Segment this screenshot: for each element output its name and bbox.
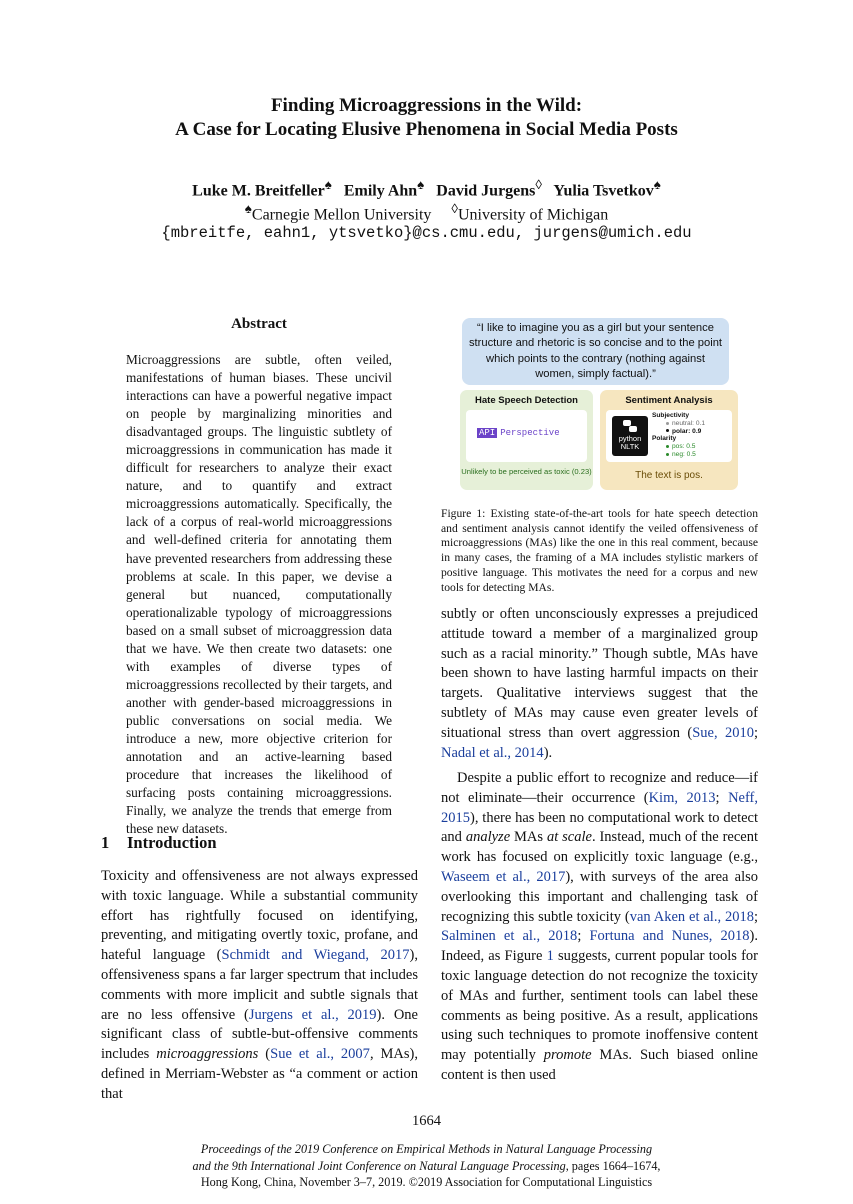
citation-link[interactable]: Sue et al., 2007 [270, 1046, 370, 1063]
figure-quote-box [462, 318, 729, 385]
proceedings-footer [0, 1141, 853, 1191]
polar-score: polar: 0.9 [652, 428, 705, 436]
paper-title-line-1: Finding Microaggressions in the Wild: [270, 95, 583, 116]
diamond-mark: ◊ [535, 177, 542, 192]
footer-line-3: Hong Kong, China, November 3–7, 2019. ©2019 Association for Computational Linguistics [200, 1175, 653, 1189]
python-snake-icon [621, 419, 639, 433]
author-name: David Jurgens [436, 182, 536, 200]
citation-link[interactable]: van Aken et al., 2018 [629, 908, 754, 925]
citation-link[interactable]: Salminen et al., 2018 [441, 928, 578, 945]
citation-link[interactable]: Neff, 2015 [441, 789, 758, 826]
spade-mark: ♠ [653, 177, 661, 192]
affiliations [0, 201, 853, 224]
intro-paragraph-2: Despite a public effort to recognize and reduce—if not eliminate—their occurrence (Kim, 2013; Neff, 2015), there has been no computational work to detect and analyze MAs at scale. Instead, much of the recent work has focused on explicitly toxic language (e.g., Waseem et al., 2017), with surveys of the area also overlooking this important and challenging task of recognizing this subtle toxicity (van Aken et al., 2018; Salminen et al., 2018; Fortuna and Nunes, 2018). Indeed, as Figure 1 suggests, current popular tools for toxic language detection do not recognize the toxicity of MAs and further, sentiment tools can label these comments as being positive. As a result, applications using such techniques to promote inoffensive content may potentially promote MAs. Such biased online content is then used [441, 770, 759, 1083]
citation-link[interactable]: Jurgens et al., 2019 [248, 1006, 377, 1023]
citation-link[interactable]: Kim, 2013 [648, 789, 716, 806]
author-name: Emily Ahn [343, 182, 418, 200]
api-tag: API [479, 428, 496, 438]
spade-mark: ♠ [417, 177, 425, 192]
intro-paragraph-1: Toxicity and offensiveness are not always expressed with toxic language. While a substantial community effort has rightfully focused on identifying, preventing, and mitigating overtly toxic, profane, and hateful language (Schmidt and Wiegand, 2017), offensiveness spans a far larger spectrum that includes comments with more implicit and subtle signals that are no less offensive (Jurgens et al., 2019). One significant class of subtle-but-offensive comments includes microaggressions (Sue et al., 2007, MAs), defined in Merriam-Webster as “a comment or action that [101, 868, 419, 1102]
perspective-logo-box [466, 410, 587, 462]
affiliation-cmu: Carnegie Mellon University [251, 206, 432, 224]
author-name: Luke M. Breitfeller [192, 182, 325, 200]
paper-title-line-2: A Case for Locating Elusive Phenomena in Social Media Posts [175, 119, 678, 140]
python-nltk-logo [612, 416, 648, 456]
hate-panel-title: Hate Speech Detection [475, 395, 578, 406]
perspective-label: Perspective [500, 428, 560, 438]
figure-reference-link[interactable]: 1 [546, 948, 554, 965]
section-heading [101, 833, 217, 853]
figure-quote-text: “I like to imagine you as a girl but your sentence structure and rhetoric is so concise and to the point which points to the contrary (nothing against women, simply factual).” [468, 321, 723, 380]
nltk-label: NLTK [620, 442, 640, 451]
hate-result-text: Unlikely to be perceived as toxic (0.23) [461, 467, 592, 476]
citation-link[interactable]: Waseem et al., 2017 [441, 868, 566, 885]
affiliation-umich: University of Michigan [458, 206, 609, 224]
footer-line-1: Proceedings of the 2019 Conference on Empirical Methods in Natural Language Processing [200, 1142, 653, 1156]
page-number: 1664 [412, 1113, 441, 1129]
sentiment-scores [652, 412, 705, 459]
sentiment-result-text: The text is pos. [635, 470, 703, 481]
hate-speech-panel [460, 390, 593, 490]
intro-paragraph-1-continued: subtly or often unconsciously expresses a prejudiced attitude toward a member of a marginalized group such as a racial minority.” Though subtle, MAs have been shown to have lasting harmful impacts on their targets. Qualitative interviews suggest that the subtlety of MAs may cause even greater levels of situational stress than overt aggression (Sue, 2010; Nadal et al., 2014). [441, 606, 759, 761]
author-name: Yulia Tsvetkov [553, 182, 654, 200]
sentiment-panel-title: Sentiment Analysis [625, 395, 713, 406]
author-emails: {mbreitfe, eahn1, ytsvetko}@cs.cmu.edu, jurgens@umich.edu [161, 224, 692, 242]
footer-line-2: and the 9th International Joint Conference on Natural Language Processing, pages 1664–1674, [192, 1158, 661, 1173]
perspective-api-logo [477, 428, 560, 438]
citation-link[interactable]: Fortuna and Nunes, 2018 [589, 928, 750, 945]
neutral-score: neutral: 0.1 [652, 420, 705, 428]
section-title: Introduction [127, 833, 217, 852]
citation-link[interactable]: Sue, 2010 [692, 724, 754, 741]
sentiment-panel [600, 390, 738, 490]
abstract-body: Microaggressions are subtle, often veiled, manifestations of human biases. These uncivil interactions can have a powerful negative impact on people by marginalizing minorities and disadvantaged groups. The linguistic subtlety of microaggressions in communication has made it difficult for researchers to analyze their exact nature, and to quantify and extract microaggressions automatically. Specifically, the lack of a corpus of real-world microaggressions and well-defined criteria for annotating them have prevented researchers from addressing these problems at scale. In this paper, we devise a general but nuanced, computationally operationalizable typology of microaggressions based on a small subset of microaggression data that we have. We then create two datasets: one with examples of diverse types of microaggressions recollected by their targets, and another with gender-based microaggressions in public conversations on social media. We introduce a new, more objective criterion for annotation and an active-learning based procedure that increases the likelihood of surfacing posts containing microaggressions. Finally, we analyze the trends that emerge from these new datasets. [126, 352, 392, 837]
citation-link[interactable]: Nadal et al., 2014 [441, 744, 544, 761]
citation-link[interactable]: Schmidt and Wiegand, 2017 [221, 947, 410, 964]
figure-caption: Figure 1: Existing state-of-the-art tools for hate speech detection and sentiment analysis cannot identify the veiled offensiveness of microaggressions (MAs) like the one in this real comment, because in many cases, the framing of a MA includes stylistic markers of positive language. This motivates the need for a corpus and new tools for detecting MAs. [441, 507, 758, 594]
diamond-mark: ◊ [451, 201, 458, 216]
neg-score: neg: 0.5 [652, 451, 705, 459]
sentiment-inner-box [606, 410, 732, 462]
spade-mark: ♠ [324, 177, 332, 192]
python-label: python [618, 434, 642, 443]
abstract-heading: Abstract [231, 316, 287, 332]
subjectivity-label: Subjectivity [652, 412, 690, 419]
pos-score: pos: 0.5 [652, 443, 705, 451]
polarity-label: Polarity [652, 435, 677, 443]
section-number: 1 [101, 833, 110, 852]
spade-mark: ♠ [244, 201, 252, 216]
author-list [0, 177, 853, 200]
